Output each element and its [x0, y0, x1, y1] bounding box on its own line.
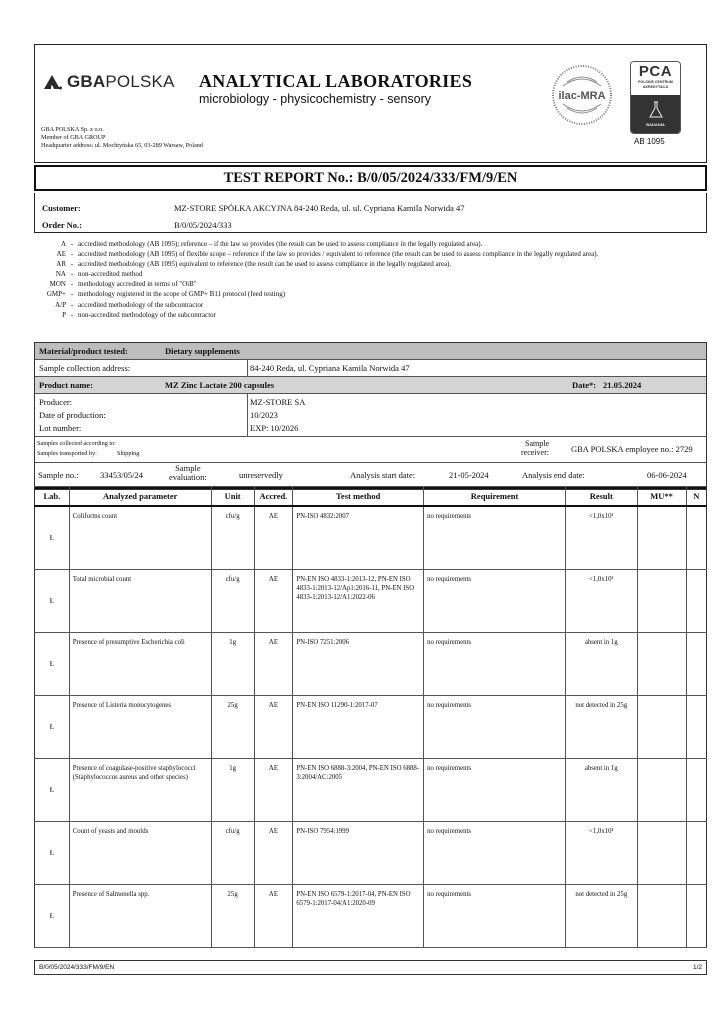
company-line: Member of GBA GROUP	[41, 134, 106, 142]
col-mu: MU**	[637, 487, 686, 507]
material-row	[35, 343, 706, 360]
legend-item: AE - accredited methodology (AB 1095) of flexible scope – reference if the law so provides / equivalent to reference (the result can be used to assess compliance in the legally regulated area).	[56, 250, 599, 259]
accreditation-number: AB 1095	[634, 137, 665, 146]
col-result: Result	[566, 487, 637, 507]
page-number: 1/2	[692, 964, 702, 971]
analysis-start-date: 21-05-2024	[449, 470, 489, 480]
accreditation-legend	[34, 239, 714, 320]
customer-row	[42, 203, 464, 213]
logo-brand-light: POLSKA	[105, 72, 175, 91]
order-row	[42, 220, 232, 230]
company-line: Headquarter address: ul. Mochtyńska 65, 03-289 Warsaw, Poland	[41, 142, 203, 150]
company-line: GBA POLSKA Sp. z o.o.	[41, 126, 104, 133]
table-row: Ł Coliforms count cfu/g AE PN-ISO 4832:2007 no requirements <1,0x10¹	[35, 506, 707, 570]
lot-number-value: EXP: 10/2026	[250, 423, 299, 433]
customer-label: Customer:	[42, 203, 81, 213]
company-info	[41, 126, 203, 151]
product-row: Product name: MZ Zinc Lactate 200 capsules Date*: 21.05.2024	[35, 377, 706, 394]
table-row: Ł Presence of presumptive Escherichia coli 1g AE PN-ISO 7251:2006 no requirements absent in 1g	[35, 633, 707, 696]
legend-item: MON - methodology accredited in terms of "OiB"	[49, 280, 197, 289]
lab-subtitle: microbiology - physicochemistry - sensory	[199, 92, 432, 106]
ilac-mra-logo-icon	[551, 64, 613, 126]
col-lab: Lab.	[35, 487, 70, 507]
flask-icon	[631, 95, 680, 120]
legend-item: A - accredited methodology (AB 1095); reference – if the law so provides (the result can be used to assess compliance in the legally regulated area).	[60, 240, 483, 248]
col-method: Test method	[293, 487, 424, 507]
pca-accreditation-badge: PCA POLSKIE CENTRUM AKREDYTACJI BADANIA	[630, 61, 681, 134]
order-value: B/0/05/2024/333	[174, 220, 232, 230]
table-row: Ł Count of yeasts and moulds cfu/g AE PN-ISO 7954:1999 no requirements <1,0x10¹	[35, 822, 707, 885]
legend-item: AR - accredited methodology (AB 1095) equivalent to reference (the result can be used to assess compliance in the legally regulated area).	[56, 260, 452, 269]
report-title: TEST REPORT No.: B/0/05/2024/333/FM/9/EN	[34, 165, 707, 191]
col-parameter: Analyzed parameter	[69, 487, 211, 507]
order-label: Order No.:	[42, 220, 82, 230]
logo-brand-bold: GBA	[67, 72, 106, 91]
sample-info-table	[34, 342, 707, 490]
gba-polska-logo	[43, 72, 175, 92]
sample-receiver-value: GBA POLSKA employee no.: 2729	[571, 444, 693, 454]
sampling-row: Samples collected according to: Samples transported by: Shipping Sample receiver: GBA POLSKA employee no.: 2729	[35, 437, 706, 463]
col-n: N	[686, 487, 706, 507]
results-header-row	[35, 487, 707, 507]
date-value: 21.05.2024	[603, 380, 642, 390]
legend-item: P - non-accredited methodology of the subcontractor	[62, 310, 217, 319]
table-row: Ł Total microbial count cfu/g AE PN-EN ISO 4833-1:2013-12, PN-EN ISO 4833-1:2013-12/Ap1:2016-11, PN-EN ISO 4833-1:2013-12/A1:2022-06 no requirements <1,0x10¹	[35, 570, 707, 633]
sample-number-value: 33453/05/24	[100, 470, 143, 480]
collection-address-value: 84-240 Reda, ul. Cypriana Kamila Norwida 47	[250, 363, 410, 373]
production-date-value: 10/2023	[250, 410, 278, 420]
lab-title: ANALYTICAL LABORATORIES	[199, 71, 473, 91]
svg-text:ilac-MRA: ilac-MRA	[558, 90, 606, 102]
results-table	[34, 486, 707, 948]
collection-address-row: Sample collection address: 84-240 Reda, ul. Cypriana Kamila Norwida 47	[35, 360, 706, 377]
sample-number-row: Sample no.: 33453/05/24 Sample evaluation: unreservedly Analysis start date: 21-05-2024 Analysis end date: 06-06-2024	[35, 463, 706, 489]
producer-value: MZ-STORE SA	[250, 397, 306, 407]
material-value: Dietary supplements	[165, 346, 240, 356]
legend-item: NA - non-accredited method	[55, 270, 143, 279]
transported-value: Shipping	[117, 450, 140, 457]
col-accred: Accred.	[254, 487, 293, 507]
legend-item: A/P - accredited methodology of the subcontractor	[55, 300, 204, 309]
table-row: Ł Presence of Listeria monocytogenes 25g AE PN-EN ISO 11290-1:2017-07 no requirements not detected in 25g	[35, 696, 707, 759]
legend-item: GMP+ - methodology registered in the scope of GMP+ B11 protocol (feed testing)	[46, 290, 286, 299]
producer-block: Producer: MZ-STORE SA Date of production: 10/2023 Lot number: EXP: 10/2026	[35, 394, 706, 437]
col-unit: Unit	[211, 487, 254, 507]
table-row: Ł Presence of Salmonella spp. 25g AE PN-EN ISO 6579-1:2017-04, PN-EN ISO 6579-1:2017-04/A1:2020-09 no requirements not detected in 25g	[35, 885, 707, 948]
material-label: Material/product tested:	[39, 346, 128, 356]
page-footer	[34, 960, 707, 975]
analysis-end-date: 06-06-2024	[647, 470, 687, 480]
pca-label: PCA	[638, 63, 673, 80]
product-name-value: MZ Zinc Lactate 200 capsules	[165, 380, 275, 390]
sample-evaluation-value: unreservedly	[239, 470, 283, 480]
gba-logo-mark-icon	[43, 74, 63, 90]
footer-report-number: B/0/05/2024/333/FM/9/EN	[39, 964, 115, 971]
col-requirement: Requirement	[424, 487, 566, 507]
customer-value: MZ-STORE SPÓŁKA AKCYJNA 84-240 Reda, ul. ul. Cypriana Kamila Norwida 47	[174, 203, 465, 213]
table-row: Ł Presence of coagulase-positive staphylococci (Staphylococcus aureus and other species) 1g AE PN-EN ISO 6888-3:2004, PN-EN ISO 6888-3:2004/AC:2005 no requirements absent in 1g	[35, 759, 707, 822]
customer-box	[34, 193, 707, 233]
